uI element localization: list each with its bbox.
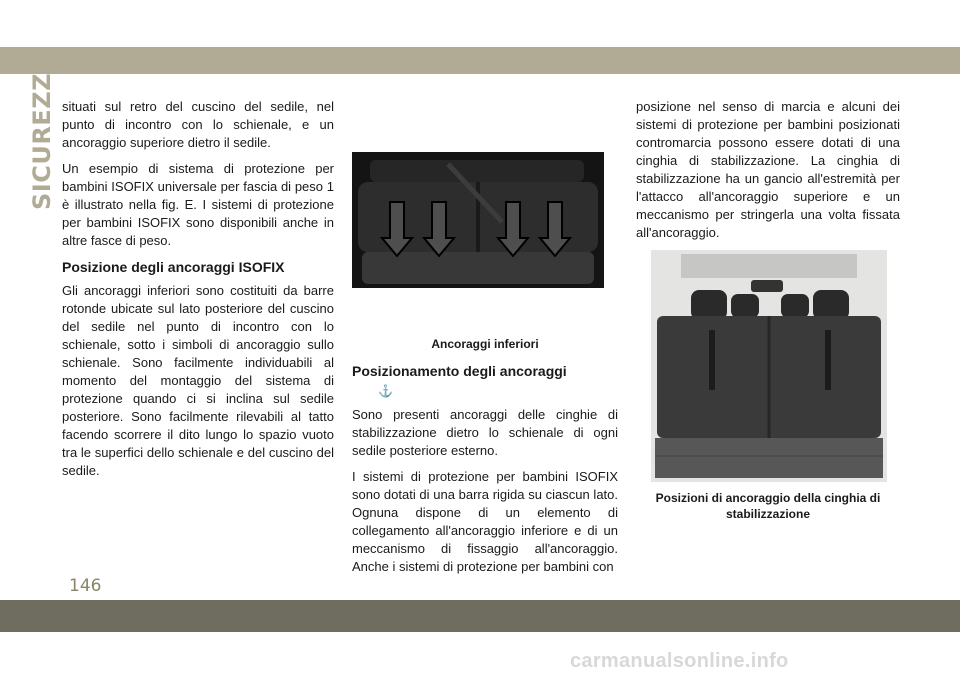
paragraph: situati sul retro del cuscino del sedile, nel punto di incontro con lo schienale, e un ancoraggio superiore dietro il sedile. bbox=[62, 99, 334, 150]
paragraph: I sistemi di protezione per bambini ISOFIX sono dotati di una barra rigida su ciascun lato. Ognuna dispone di un elemento di collegamento all'ancoraggio inferiore e di un meccanismo di fissaggio all'ancoraggio. Anche i sistemi di protezione per bambini con bbox=[352, 469, 618, 574]
child-seat-icon: ⚓ bbox=[378, 384, 393, 398]
figure-caption: Ancoraggi inferiori bbox=[431, 337, 539, 351]
section-heading: Posizione degli ancoraggi ISOFIX bbox=[62, 259, 285, 275]
text-column-1 bbox=[62, 98, 334, 488]
section-label: SICUREZZA bbox=[28, 53, 56, 210]
text-column-3 bbox=[636, 98, 900, 522]
tether-anchors-photo bbox=[651, 250, 887, 482]
text-column-2 bbox=[352, 152, 618, 584]
header-band bbox=[0, 47, 960, 74]
figure-caption: Posizioni di ancoraggio della cinghia di stabilizzazione bbox=[655, 491, 881, 521]
paragraph: Sono presenti ancoraggi delle cinghie di stabilizzazione dietro lo schienale di ogni sedile posteriore esterno. bbox=[352, 407, 618, 458]
section-heading: Posizionamento degli ancoraggi bbox=[352, 363, 567, 379]
footer-band bbox=[0, 600, 960, 632]
page-number: 146 bbox=[69, 576, 102, 596]
watermark: carmanualsonline.info bbox=[570, 650, 789, 672]
paragraph: Un esempio di sistema di protezione per bambini ISOFIX universale per fascia di peso 1 è illustrato nella fig. E. I sistemi di protezione per bambini ISOFIX sono disponibili anche in altre fasce di peso. bbox=[62, 161, 334, 248]
paragraph: Gli ancoraggi inferiori sono costituiti da barre rotonde ubicate sul lato posteriore del cuscino del sedile nel punto di incontro con lo schienale, sotto i simboli di ancoraggio sullo schienale. Sono facilmente individuabili al momento del montaggio del sistema di protezione quando ci si inclina sul sedile posteriore. Sono facilmente rilevabili al tatto facendo scorrere il dito lungo lo spazio vuoto tra le superfici dello schienale e del cuscino del sedile. bbox=[62, 283, 334, 478]
paragraph: posizione nel senso di marcia e alcuni dei sistemi di protezione per bambini posizionati contromarcia possono essere dotati di una cinghia di stabilizzazione. La cinghia di stabilizzazione ha un gancio all'estremità per l'attacco all'ancoraggio superiore e un meccanismo per stringerla una volta fissata all'ancoraggio. bbox=[636, 99, 900, 240]
lower-anchors-photo bbox=[352, 152, 604, 288]
